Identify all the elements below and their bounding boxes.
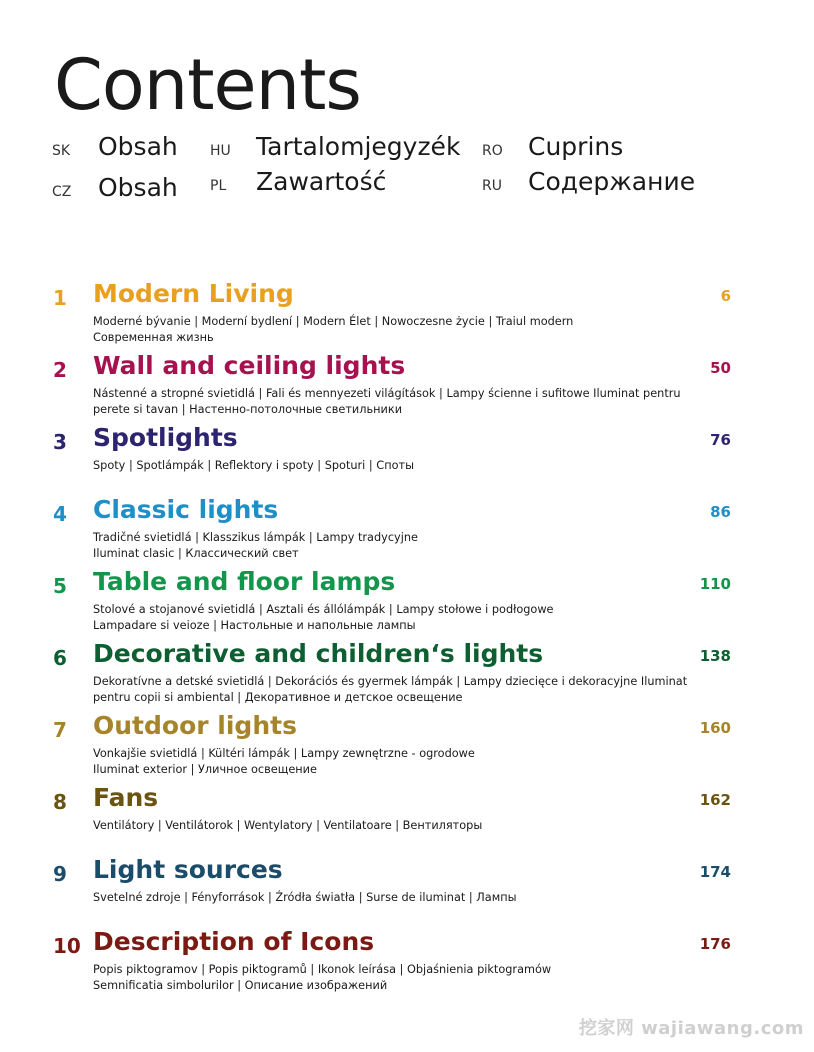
entry-description-line: Lampadare si veioze | Настольные и напольные лампы [93, 619, 416, 632]
entry-title[interactable]: Classic lights [93, 495, 279, 524]
entry-description [93, 314, 693, 346]
entry-title[interactable]: Outdoor lights [93, 711, 297, 740]
entry-page-number[interactable]: 110 [699, 575, 731, 593]
entry-number: 8 [53, 790, 67, 814]
entry-number: 1 [53, 286, 67, 310]
entry-title[interactable]: Light sources [93, 855, 283, 884]
lang-code: PL [210, 178, 227, 194]
lang-code: HU [210, 143, 231, 159]
page-title: Contents [54, 44, 361, 126]
lang-code: RO [482, 143, 503, 159]
entry-description-line: Nástenné a stropné svietidlá | Fali és mennyezeti világítások | Lampy ścienne i sufitowe Iluminat pentru [93, 387, 681, 400]
lang-hu [210, 132, 460, 161]
toc-entry-decorative-and-childrens-lights[interactable] [0, 639, 814, 703]
lang-word: Obsah [98, 173, 178, 202]
entry-description-line: Dekoratívne a detské svietidlá | Dekorációs és gyermek lámpák | Lampy dziecięce i dekoracyjne Iluminat [93, 675, 688, 688]
entry-number: 6 [53, 646, 67, 670]
lang-code: RU [482, 178, 502, 194]
entry-description [93, 458, 693, 474]
entry-page-number[interactable]: 160 [699, 719, 731, 737]
entry-title[interactable]: Wall and ceiling lights [93, 351, 406, 380]
entry-description-line: Semnificatia simbolurilor | Описание изображений [93, 979, 388, 992]
entry-number: 4 [53, 502, 67, 526]
entry-title[interactable]: Modern Living [93, 279, 294, 308]
entry-description [93, 674, 693, 706]
entry-page-number[interactable]: 6 [720, 287, 731, 305]
toc-entry-table-and-floor-lamps[interactable] [0, 567, 814, 631]
entry-number: 5 [53, 574, 67, 598]
lang-word: Obsah [98, 132, 178, 161]
toc-entry-modern-living[interactable] [0, 279, 814, 343]
entry-description [93, 962, 693, 994]
lang-code: CZ [52, 184, 72, 200]
toc-entry-classic-lights[interactable] [0, 495, 814, 559]
entry-number: 7 [53, 718, 67, 742]
lang-ru [482, 167, 695, 196]
entry-page-number[interactable]: 76 [710, 431, 731, 449]
toc-entry-wall-and-ceiling-lights[interactable] [0, 351, 814, 415]
entry-page-number[interactable]: 162 [699, 791, 731, 809]
lang-cz [52, 173, 178, 202]
entry-title[interactable]: Table and floor lamps [93, 567, 396, 596]
entry-title[interactable]: Fans [93, 783, 159, 812]
entry-title[interactable]: Spotlights [93, 423, 238, 452]
entry-description-line: Vonkajšie svietidlá | Kültéri lámpák | Lampy zewnętrzne - ogrodowe [93, 747, 475, 760]
entry-description [93, 530, 693, 562]
lang-word: Содержание [528, 167, 696, 196]
lang-pl [210, 167, 386, 196]
entry-description [93, 890, 693, 906]
entry-page-number[interactable]: 176 [699, 935, 731, 953]
lang-word: Cuprins [528, 132, 624, 161]
entry-number: 10 [53, 934, 81, 958]
toc-entry-light-sources[interactable] [0, 855, 814, 919]
watermark: 挖家网 wajiawang.com [578, 1018, 804, 1039]
entry-description-line: Современная жизнь [93, 331, 214, 344]
entry-description-line: Popis piktogramov | Popis piktogramů | Ikonok leírása | Objaśnienia piktogramów [93, 963, 552, 976]
entry-description-line: Tradičné svietidlá | Klasszikus lámpák | Lampy tradycyjne [93, 531, 418, 544]
entry-page-number[interactable]: 86 [710, 503, 731, 521]
entry-description [93, 818, 693, 834]
entry-description-line: Stolové a stojanové svietidlá | Asztali és állólámpák | Lampy stołowe i podłogowe [93, 603, 554, 616]
entry-description-line: Ventilátory | Ventilátorok | Wentylatory | Ventilatoare | Вентиляторы [93, 819, 483, 832]
toc-entry-fans[interactable] [0, 783, 814, 847]
entry-page-number[interactable]: 50 [710, 359, 731, 377]
entry-description [93, 386, 693, 418]
entry-description-line: pentru copii si ambiental | Декоративное и детское освещение [93, 691, 463, 704]
entry-description-line: perete si tavan | Настенно-потолочные светильники [93, 403, 403, 416]
entry-description [93, 746, 693, 778]
entry-page-number[interactable]: 174 [699, 863, 731, 881]
entry-description-line: Moderné bývanie | Moderní bydlení | Modern Élet | Nowoczesne życie | Traiul modern [93, 315, 574, 328]
lang-sk [52, 132, 178, 161]
entry-description-line: Iluminat clasic | Классический свет [93, 547, 299, 560]
entry-description-line: Svetelné zdroje | Fényforrások | Źródła światła | Surse de iluminat | Лампы [93, 891, 517, 904]
entry-number: 9 [53, 862, 67, 886]
entry-number: 3 [53, 430, 67, 454]
entry-description [93, 602, 693, 634]
toc-entry-description-of-icons[interactable] [0, 927, 814, 991]
entry-title[interactable]: Decorative and children‘s lights [93, 639, 544, 668]
lang-ro [482, 132, 623, 161]
entry-number: 2 [53, 358, 67, 382]
entry-description-line: Spoty | Spotlámpák | Reflektory i spoty | Spoturi | Споты [93, 459, 414, 472]
lang-code: SK [52, 143, 71, 159]
toc-entry-spotlights[interactable] [0, 423, 814, 487]
lang-word: Zawartość [256, 167, 387, 196]
lang-word: Tartalomjegyzék [256, 132, 461, 161]
entry-description-line: Iluminat exterior | Уличное освещение [93, 763, 317, 776]
entry-page-number[interactable]: 138 [699, 647, 731, 665]
toc-entry-outdoor-lights[interactable] [0, 711, 814, 775]
entry-title[interactable]: Description of Icons [93, 927, 375, 956]
